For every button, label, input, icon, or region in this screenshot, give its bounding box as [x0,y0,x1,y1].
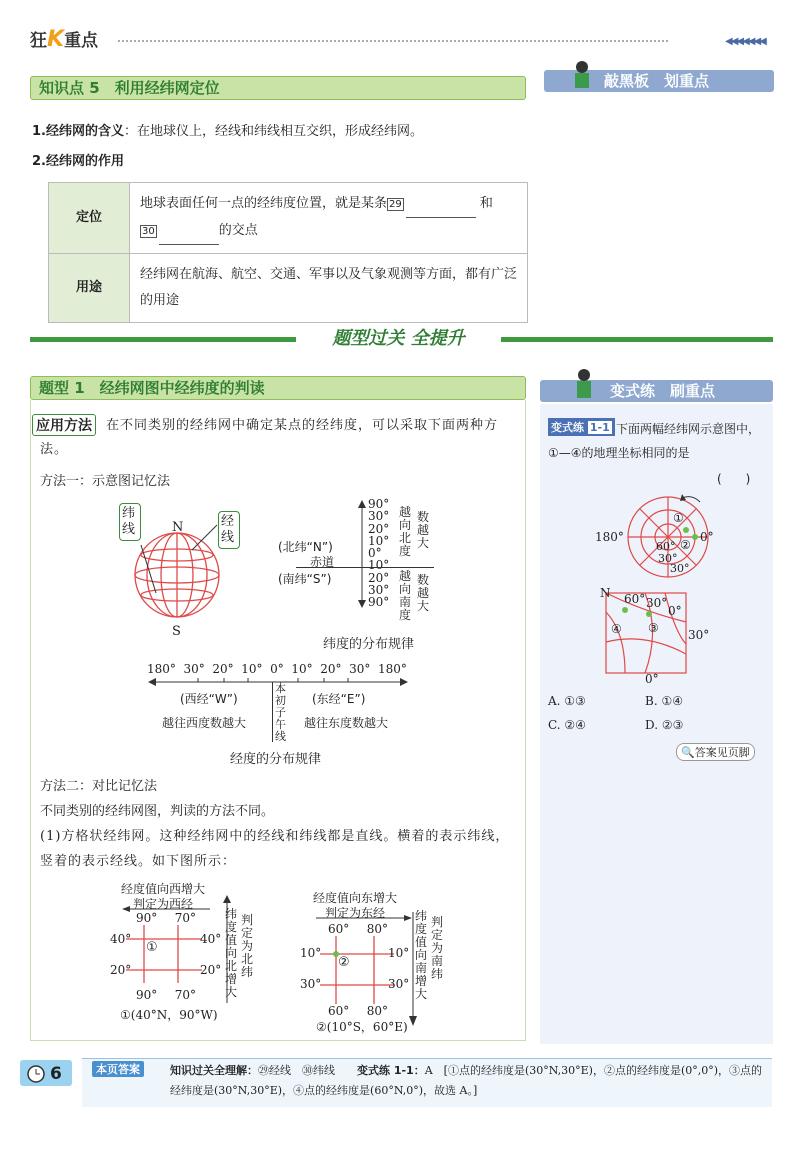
polar-center-30: 30° [670,562,690,575]
lat-south-label: (南纬“S”) [278,572,332,586]
row-head: 用途 [49,254,130,323]
grid2-side-label: 纬度值向南增大 [415,909,428,1001]
lon-west-rule: 越往西度数越大 [162,716,247,730]
square-lon-0-top: 0° [668,604,682,618]
lat-equator-label: 赤道 [310,555,335,569]
grid2-lon-bot-a: 60° [328,1004,350,1018]
teacher-figure-top-icon [570,60,594,90]
grid1-caption: ①(40°N，90°W) [120,1008,218,1022]
square-lon-30: 30° [688,628,710,642]
sidebar-top-title: 敲黑板 划重点 [604,72,710,90]
grid2-top-label2: 判定为东经 [325,906,386,920]
lat-tick: 10° [368,558,390,573]
lat-south-rule: 越向南度 [399,569,412,622]
footer-ans2-label: 变式练 1-1： [357,1064,425,1077]
section5-title-bar [30,76,526,100]
lon-caption: 经度的分布规律 [230,752,322,767]
table-row [49,183,528,254]
grid1-lon-top [136,911,196,925]
header-dotted-rule [118,40,668,42]
method-label: 应用方法 [32,414,96,436]
lat-tick: 10° [368,533,390,548]
row-head: 定位 [49,183,130,254]
item2-num: 2. [32,154,46,169]
section5-item2 [32,150,124,169]
practice-answer-paren: ( ) [717,472,751,486]
logo-part-k: K [47,27,65,52]
grid1-lon-bot [136,988,196,1002]
row-content: 经纬网在航海、航空、交通、军事以及气象观测等方面，都有广泛的用途 [130,254,528,323]
section5-item1 [32,120,423,139]
grid1-side-label: 纬度值向北增大 [225,907,238,999]
grid1-lon-bot-b: 70° [174,988,196,1002]
method2-text: 不同类别的经纬网图，判读的方法不同。 [40,804,275,819]
item1-text: ：在地球仪上，经线和纬线相互交织，形成经纬网。 [124,124,424,139]
polar-lon-180: 180° [595,530,624,544]
square-lon-0-bot: 0° [645,672,659,686]
sidebar-bottom-title: 变式练 刷重点 [610,382,716,400]
practice-question: 下面两幅经纬网示意图中，①—④的地理坐标相同的是 [548,422,761,460]
logo-part-c: 重点 [64,31,99,51]
fill-blank-30[interactable] [159,218,219,245]
lat-south-rule2: 数越大 [417,573,430,613]
lon-east-label: (东经“E”) [312,692,366,706]
lon-tick: 20° [320,662,342,676]
lat-tick: 90° [368,497,390,511]
grid1-top-label: 经度值向西增大 [121,882,206,896]
grid2-lat-right-a: 10° [388,946,410,960]
type1-title-bar [30,376,526,400]
polar-point-2: ② [680,538,691,552]
item1-label: 经纬网的含义 [45,124,124,139]
grid2-lat-right-b: 30° [388,977,410,991]
lon-tick: 10° [241,662,263,676]
grid2-caption: ②(10°S，60°E) [316,1020,408,1034]
globe-north: N [172,520,184,535]
grid1-side-label2: 判定为北纬 [241,913,254,979]
method2-title: 方法二：对比记忆法 [40,779,158,794]
grid2-lon-top-a: 60° [328,922,350,936]
grid2-point: ② [338,955,350,970]
lat-tick: 90° [368,595,390,610]
blank-number-30: 30 [142,226,155,237]
grid2-top-label: 经度值向东增大 [313,891,398,905]
magnifier-icon: 🔍 [681,746,695,759]
grid2-lat-left-b: 30° [300,977,322,991]
option-b[interactable]: B. ①④ [645,694,683,708]
lat-tick: 0° [368,546,382,561]
square-lat-60: 60° [624,592,646,606]
grid2-lon-bot [328,1004,388,1018]
footer-answer-line1 [170,1061,765,1101]
lat-caption: 纬度的分布规律 [323,637,415,652]
polar-lon-0: 0° [700,530,714,544]
lat-north-rule2: 数越大 [417,510,430,550]
lon-tick: 30° [349,662,371,676]
header-logo [30,26,98,52]
method2-item1: (1)方格状经纬网。这种经纬网中的经线和纬线都是直线。横着的表示纬线，竖着的表示经线。如下图所示： [40,829,510,869]
option-a[interactable]: A. ①③ [548,694,586,708]
grid1-point: ① [146,940,158,955]
grid2-lon-bot-b: 80° [366,1004,388,1018]
lon-tick: 20° [212,662,234,676]
practice-tag-num: 1-1 [589,421,610,434]
latitude-tick-labels [368,498,389,609]
lon-tick: 0° [270,662,284,676]
lon-east-rule: 越往东度数越大 [304,716,389,730]
student-figure-icon [572,368,596,402]
lat-north-label: (北纬“N”) [278,540,333,554]
answer-note-text: 答案见页脚 [694,746,750,759]
grid2-lon-top [328,922,388,936]
option-c[interactable]: C. ②④ [548,718,586,732]
lon-west-label: (西经“W”) [180,692,238,706]
row-text-b: 的交点 [218,223,258,238]
section5-table [48,182,528,323]
banner-title-box [296,324,501,354]
grid1-lon-bot-a: 90° [136,988,158,1002]
globe-meridian-label: 经线 [218,511,240,549]
footer-ans1-label: 知识过关全理解： [170,1064,258,1077]
grid1-lat-right-a: 40° [200,932,222,946]
option-d[interactable]: D. ②③ [645,718,684,732]
lon-tick: 180° [147,662,176,676]
grid1-lat-left-a: 40° [110,932,132,946]
grid2-lon-top-b: 80° [366,922,388,936]
lat-tick: 30° [368,583,390,598]
lon-tick: 180° [377,662,407,676]
polar-point-1: ① [673,511,684,525]
table-row [49,254,528,323]
grid1-lon-top-b: 70° [174,911,196,925]
footer-answer-tag: 本页答案 [92,1061,144,1077]
footer-ans1: ㉙经线 ㉚纬线 [258,1064,335,1077]
prime-meridian-label: 本初子午线 [275,682,286,743]
clock-icon [26,1064,46,1088]
row-text-mid: 和 [479,196,493,211]
type1-title: 题型 1 经纬网图中经纬度的判读 [39,379,265,397]
practice-tag-label: 变式练 [551,421,584,434]
globe-weft-label: 纬线 [119,503,141,541]
grid1-top-label2: 判定为西经 [133,897,194,911]
lon-tick: 30° [183,662,205,676]
section5-table-wrap [48,182,528,323]
grid2-side-label2: 判定为南纬 [431,915,444,981]
square-lat-30: 30° [646,596,668,610]
page-number: 6 [50,1064,62,1084]
polar-lat-30: 30° [658,552,678,565]
grid1-lon-top-a: 90° [136,911,158,925]
lon-tick: 10° [291,662,313,676]
row-content [130,183,528,254]
item2-label: 经纬网的作用 [45,154,124,169]
fill-blank-29[interactable] [406,191,476,218]
blank-number-29: 29 [389,199,402,210]
header-arrows: ◀◀◀◀◀◀◀ [725,36,765,47]
footer-ans2: A [①点的经纬度是(30°N,30°E)，②点的经纬度是(0°,0°)，③点的经纬度是(30°N,30°E)，④点的经纬度是(60°N,0°)，故选 A。] [170,1064,763,1097]
globe-south: S [172,624,181,639]
lat-equator-line [296,567,434,568]
grid2-lat-left-a: 10° [300,946,322,960]
logo-part-a: 狂 [30,31,47,51]
square-point-3: ③ [648,621,659,635]
lat-north-rule: 越向北度 [399,505,412,558]
polar-lat-60: 60° [656,540,676,553]
square-point-4: ④ [611,622,622,636]
section5-title: 知识点 5 利用经纬网定位 [39,79,220,97]
grid1-lat-left-b: 20° [110,963,132,977]
lat-tick: 30° [368,509,390,524]
row-text-a: 地球表面任何一点的经纬度位置，就是某条 [140,196,388,211]
lat-tick: 20° [368,570,390,585]
square-north: N [600,586,611,600]
lat-tick: 20° [368,521,390,536]
prime-meridian-line [272,682,273,742]
answer-note-badge [676,743,755,761]
grid1-lat-right-b: 20° [200,963,222,977]
type1-intro: 在不同类别的经纬网中确定某点的经纬度，可以采取下面两种方法。 [40,418,499,457]
banner-title: 题型过关 全提升 [332,328,465,349]
item1-num: 1. [32,124,46,139]
method1-title: 方法一：示意图记忆法 [40,474,171,489]
